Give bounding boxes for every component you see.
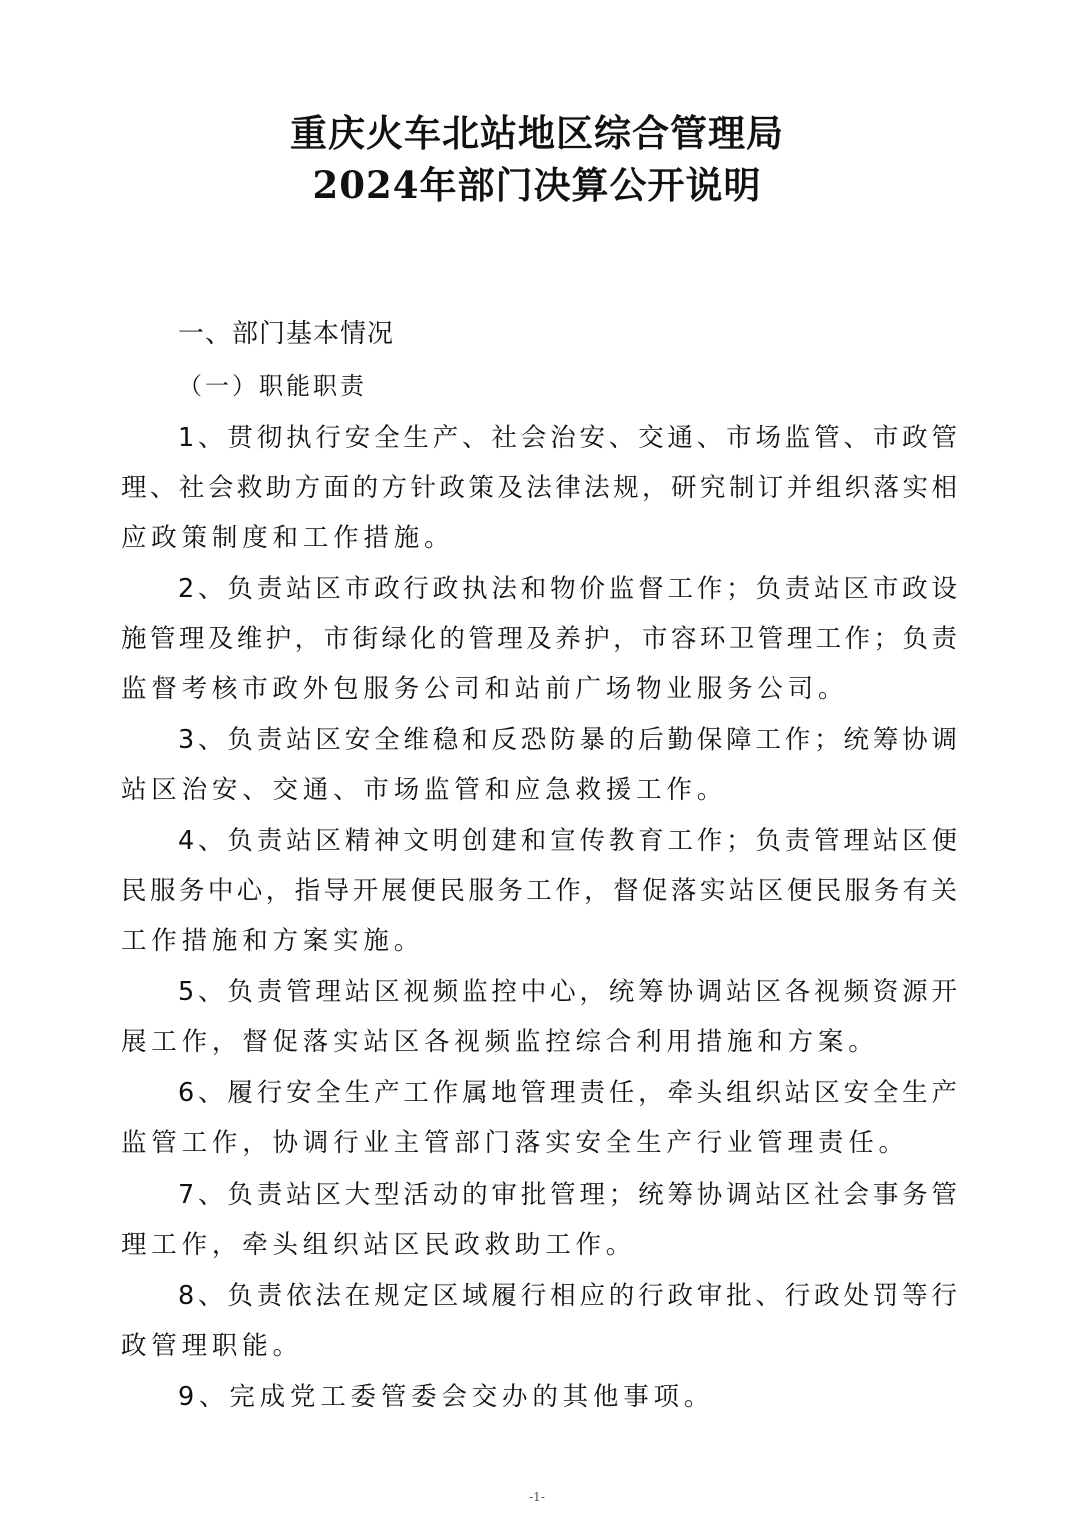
duty-item-9-line-1: 9、完成党工委管委会交办的其他事项。 [178, 1382, 715, 1412]
duty-item-6-line-2: 监管工作，协调行业主管部门落实安全生产行业管理责任。 [121, 1128, 909, 1158]
document-title-line-1: 重庆火车北站地区综合管理局 [290, 111, 784, 155]
duty-item-2-line-2: 施管理及维护，市街绿化的管理及养护，市容环卫管理工作；负责 [121, 624, 957, 654]
duty-item-8-line-2: 政管理职能。 [121, 1331, 303, 1361]
duty-item-2-line-3: 监督考核市政外包服务公司和站前广场物业服务公司。 [121, 674, 849, 704]
duty-item-1-line-3: 应政策制度和工作措施。 [121, 523, 455, 553]
duty-item-7-line-2: 理工作，牵头组织站区民政救助工作。 [121, 1230, 637, 1260]
duty-item-4-line-1: 4、负责站区精神文明创建和宣传教育工作；负责管理站区便 [178, 826, 957, 856]
duty-item-6-line-1: 6、履行安全生产工作属地管理责任，牵头组织站区安全生产 [178, 1078, 957, 1108]
duty-item-3-line-2: 站区治安、交通、市场监管和应急救援工作。 [121, 775, 728, 805]
duty-item-8-line-1: 8、负责依法在规定区域履行相应的行政审批、行政处罚等行 [178, 1281, 957, 1311]
document-title-line-2: 2024年部门决算公开说明 [312, 163, 762, 207]
duty-item-2-line-1: 2、负责站区市政行政执法和物价监督工作；负责站区市政设 [178, 574, 957, 604]
duty-item-4-line-3: 工作措施和方案实施。 [121, 926, 425, 956]
duty-item-3-line-1: 3、负责站区安全维稳和反恐防暴的后勤保障工作；统筹协调 [178, 725, 957, 755]
section-subheading: （一）职能职责 [178, 372, 367, 400]
section-heading: 一、部门基本情况 [178, 319, 395, 349]
duty-item-5-line-2: 展工作，督促落实站区各视频监控综合利用措施和方案。 [121, 1027, 879, 1057]
page-number: -1- [529, 1490, 545, 1504]
duty-item-1-line-2: 理、社会救助方面的方针政策及法律法规，研究制订并组织落实相 [121, 473, 957, 503]
duty-item-7-line-1: 7、负责站区大型活动的审批管理；统筹协调站区社会事务管 [178, 1180, 957, 1210]
duty-item-5-line-1: 5、负责管理站区视频监控中心，统筹协调站区各视频资源开 [178, 977, 957, 1007]
duty-item-1-line-1: 1、贯彻执行安全生产、社会治安、交通、市场监管、市政管 [178, 423, 957, 453]
duty-item-4-line-2: 民服务中心，指导开展便民服务工作，督促落实站区便民服务有关 [121, 876, 957, 906]
